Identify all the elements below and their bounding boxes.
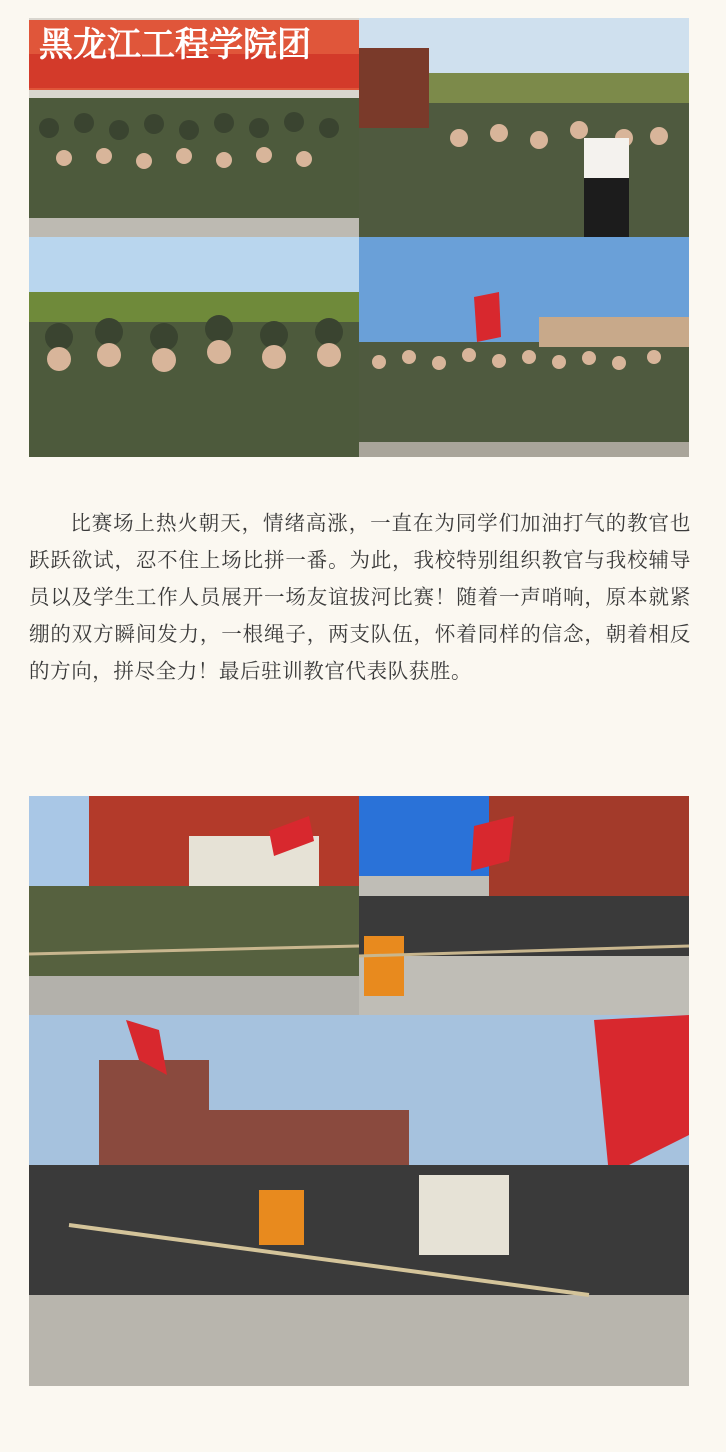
photo-cadets-cheering: [359, 18, 689, 237]
photo-cadets-banner: [29, 18, 359, 237]
photo-staff-tug-of-war: [359, 796, 689, 1015]
article-paragraph: [29, 505, 691, 690]
photo-students-tug-of-war: [29, 1015, 689, 1386]
paragraph-text: 比赛场上热火朝天，情绪高涨，一直在为同学们加油打气的教官也跃跃欲试，忍不住上场比拼一番。为此，我校特别组织教官与我校辅导员以及学生工作人员展开一场友谊拔河比赛！随着一声哨响，原本就紧绷的双方瞬间发力，一根绳子，两支队伍，怀着同样的信念，朝着相反的方向，拼尽全力！最后驻训教官代表队获胜。: [29, 511, 691, 683]
banner-text: 黑龙江工程学院团: [39, 25, 311, 65]
photo-cadets-flag: [359, 237, 689, 457]
photo-instructors-tug-of-war: [29, 796, 359, 1015]
photo-cadets-shouting: [29, 237, 359, 457]
